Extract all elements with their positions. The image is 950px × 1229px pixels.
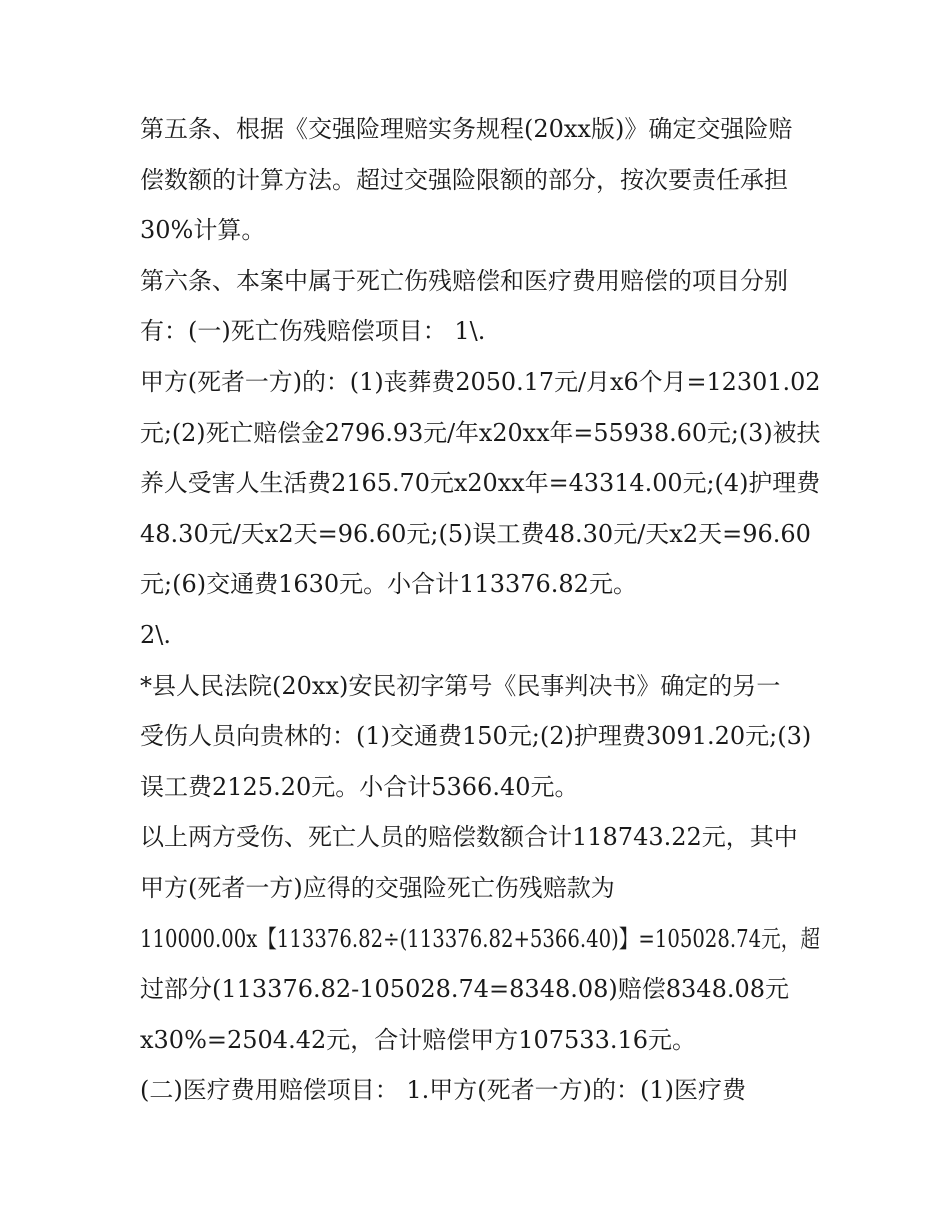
text-line: 偿数额的计算方法。超过交强险限额的部分，按次要责任承担 <box>140 165 788 194</box>
text-line: 过部分(113376.82-105028.74=8348.08)赔偿8348.08元 <box>140 975 790 1004</box>
text-line: 第六条、本案中属于死亡伤残赔偿和医疗费用赔偿的项目分别 <box>140 266 788 295</box>
text-line: 元;(2)死亡赔偿金2796.93元/年x20xx年=55938.60元;(3)被扶 <box>140 418 821 447</box>
text-line: 养人受害人生活费2165.70元x20xx年=43314.00元;(4)护理费 <box>140 469 821 498</box>
text-line: 受伤人员向贵林的：(1)交通费150元;(2)护理费3091.20元;(3) <box>140 722 812 751</box>
text-line: x30%=2504.42元，合计赔偿甲方107533.16元。 <box>140 1025 697 1054</box>
document-body <box>140 104 820 1116</box>
text-line: 以上两方受伤、死亡人员的赔偿数额合计118743.22元，其中 <box>140 823 798 852</box>
text-line: 48.30元/天x2天=96.60元;(5)误工费48.30元/天x2天=96.60 <box>140 519 811 548</box>
text-line: 2\. <box>140 620 171 649</box>
text-line: 110000.00x【113376.82÷(113376.82+5366.40)】=105028.74元，超 <box>140 924 820 953</box>
text-line: 第五条、根据《交强险理赔实务规程(20xx版)》确定交强险赔 <box>140 115 793 143</box>
text-line: 误工费2125.20元。小合计5366.40元。 <box>140 772 579 801</box>
text-line: *县人民法院(20xx)安民初字第号《民事判决书》确定的另一 <box>140 671 781 700</box>
text-line: 甲方(死者一方)应得的交强险死亡伤残赔款为 <box>140 873 615 902</box>
text-line: 元;(6)交通费1630元。小合计113376.82元。 <box>140 570 637 599</box>
text-line: 甲方(死者一方)的：(1)丧葬费2050.17元/月x6个月=12301.02 <box>140 367 821 396</box>
text-line: (二)医疗费用赔偿项目： 1.甲方(死者一方)的：(1)医疗费 <box>140 1076 746 1105</box>
text-line: 有：(一)死亡伤残赔偿项目： 1\. <box>140 317 486 346</box>
text-line: 30%计算。 <box>140 216 266 245</box>
